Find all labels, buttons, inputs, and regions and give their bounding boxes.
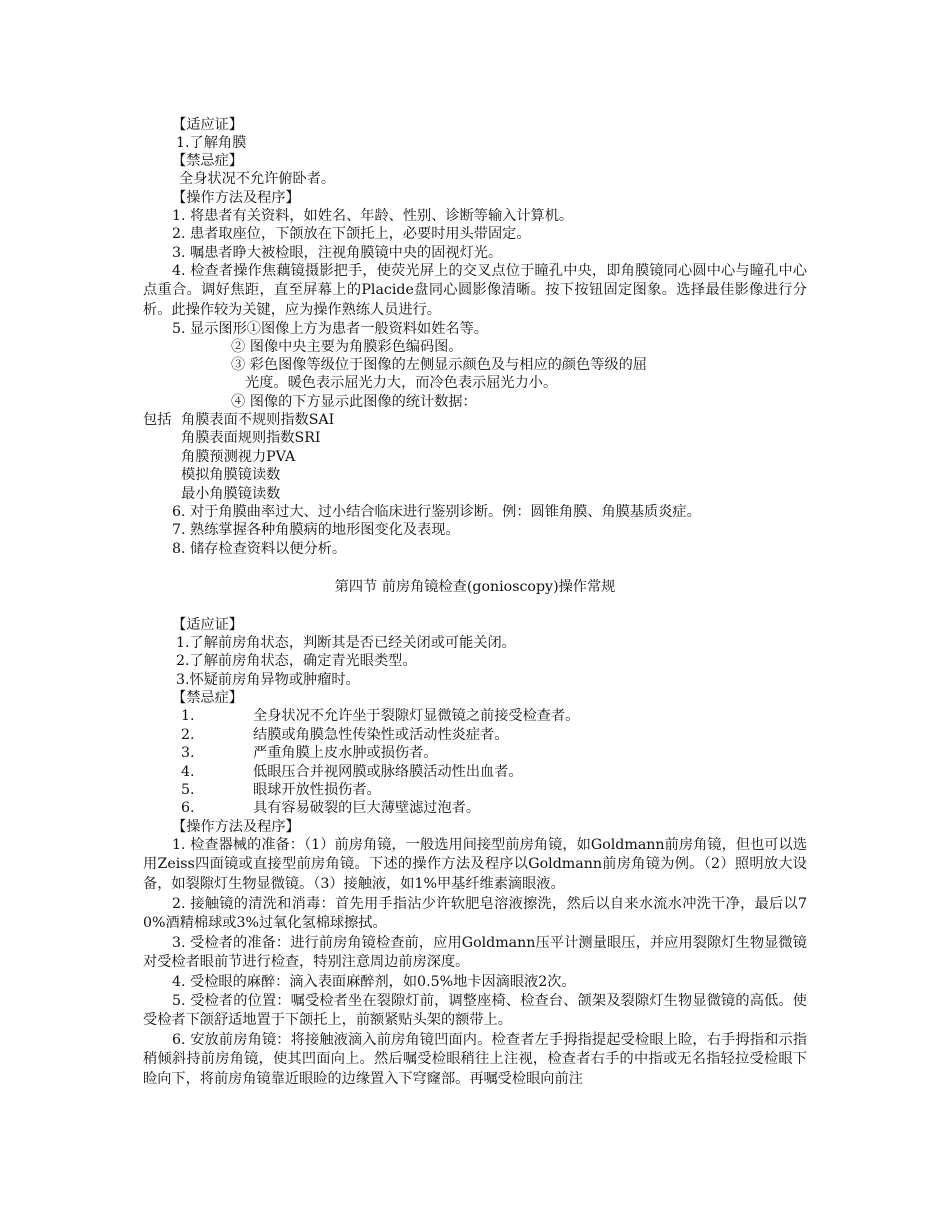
contraindication-number: 4. <box>181 764 195 780</box>
method-heading: 【操作方法及程序】 <box>172 819 300 835</box>
indications-heading: 【适应证】 <box>172 617 243 633</box>
procedure-step-2: 2. 接触镜的清洗和消毒：首先用手指沾少许软肥皂溶液擦洗，然后以自来水流水冲洗干净，最后以70%酒精棉球或3%过氧化氢棉球擦拭。 <box>143 896 807 932</box>
step-5-item-3: ③ 彩色图像等级位于图像的左侧显示颜色及与相应的颜色等级的屈 <box>231 357 647 373</box>
step-5-item-3-cont: 光度。暖色表示屈光力大，而冷色表示屈光力小。 <box>245 375 558 391</box>
stat-item: 角膜表面不规则指数SAI <box>181 412 335 428</box>
contraindication-item: 全身状况不允许俯卧者。 <box>179 171 336 187</box>
step-2: 2. 患者取座位，下颌放在下颌托上，必要时用头带固定。 <box>172 226 531 242</box>
contraindication-item: 全身状况不允许坐于裂隙灯显微镜之前接受检查者。 <box>253 708 580 724</box>
procedure-step-3: 3. 受检者的准备：进行前房角镜检查前，应用Goldmann压平计测量眼压，并应用裂隙灯生物显微镜对受检者眼前节进行检查，特别注意周边前房深度。 <box>143 935 807 971</box>
step-4: 4. 检查者操作焦藕镜摄影把手，使荧光屏上的交叉点位于瞳孔中央，即角膜镜同心圆中心与瞳孔中心点重合。调好焦距，直至屏幕上的Placide盘同心圆影像清晰。按下按钮固定图象。选择最佳影像进行分析。此操作较为关键，应为操作熟练人员进行。 <box>143 263 807 318</box>
stat-item: 角膜表面规则指数SRI <box>181 430 321 446</box>
contraindication-item: 具有容易破裂的巨大薄壁滤过泡者。 <box>253 800 481 816</box>
contraindication-number: 1. <box>181 708 195 724</box>
step-8: 8. 储存检查资料以便分析。 <box>172 541 347 557</box>
procedure-step-4: 4. 受检眼的麻醉：滴入表面麻醉剂，如0.5%地卡因滴眼液2次。 <box>172 974 576 990</box>
contraindication-number: 5. <box>181 782 195 798</box>
step-5: 5. 显示图形①图像上方为患者一般资料如姓名等。 <box>172 321 488 337</box>
indications-heading: 【适应证】 <box>172 117 243 133</box>
section-title: 第四节 前房角镜检查(gonioscopy)操作常规 <box>334 579 616 595</box>
stat-item: 角膜预测视力PVA <box>181 449 296 465</box>
step-1: 1. 将患者有关资料，如姓名、年龄、性别、诊断等输入计算机。 <box>172 208 574 224</box>
step-5-item-2: ② 图像中央主要为角膜彩色编码图。 <box>231 339 463 355</box>
stat-item: 最小角膜镜读数 <box>181 486 281 502</box>
indication-item: 1.了解前房角状态，判断其是否已经关闭或可能关闭。 <box>176 635 516 651</box>
step-6: 6. 对于角膜曲率过大、过小结合临床进行鉴别诊断。例：圆锥角膜、角膜基质炎症。 <box>172 504 701 520</box>
stats-lead: 包括 <box>143 412 172 428</box>
procedure-step-6: 6. 安放前房角镜：将接触液滴入前房角镜凹面内。检查者左手拇指提起受检眼上睑，右手拇指和示指稍倾斜持前房角镜，使其凹面向上。然后嘱受检眼稍往上注视，检查者右手的中指或无名指轻拉受检眼下睑向下，将前房角镜靠近眼睑的边缘置入下穹窿部。再嘱受检眼向前注 <box>143 1032 807 1087</box>
contraindication-item: 严重角膜上皮水肿或损伤者。 <box>253 745 438 761</box>
contraindication-item: 眼球开放性损伤者。 <box>253 782 381 798</box>
step-3: 3. 嘱患者睁大被检眼，注视角膜镜中央的固视灯光。 <box>172 245 503 261</box>
contraindications-heading: 【禁忌症】 <box>172 153 243 169</box>
method-heading: 【操作方法及程序】 <box>172 190 300 206</box>
contraindication-item: 低眼压合并视网膜或脉络膜活动性出血者。 <box>253 764 523 780</box>
contraindication-number: 3. <box>181 745 195 761</box>
procedure-step-5: 5. 受检者的位置：嘱受检者坐在裂隙灯前，调整座椅、检查台、颌架及裂隙灯生物显微镜的高低。使受检者下颌舒适地置于下颌托上，前额紧贴头架的额带上。 <box>143 993 807 1029</box>
indication-item: 2.了解前房角状态，确定青光眼类型。 <box>176 653 417 669</box>
contraindications-heading: 【禁忌症】 <box>172 690 243 706</box>
contraindication-number: 6. <box>181 800 195 816</box>
stat-item: 模拟角膜镜读数 <box>181 467 281 483</box>
step-5-item-4: ④ 图像的下方显示此图像的统计数据： <box>231 394 477 410</box>
indication-item: 1.了解角膜 <box>176 135 247 151</box>
procedure-step-1: 1. 检查器械的准备：（1）前房角镜，一般选用间接型前房角镜，如Goldmann前房角镜，但也可以选用Zeiss四面镜或直接型前房角镜。下述的操作方法及程序以Goldmann前房角镜为例。（2）照明放大设备，如裂隙灯生物显微镜。（3）接触液，如1%甲基纤维素滴眼液。 <box>143 837 807 892</box>
indication-item: 3.怀疑前房角异物或肿瘤时。 <box>176 672 360 688</box>
step-7: 7. 熟练掌握各种角膜病的地形图变化及表现。 <box>172 522 460 538</box>
contraindication-item: 结膜或角膜急性传染性或活动性炎症者。 <box>253 727 509 743</box>
contraindication-number: 2. <box>181 727 195 743</box>
